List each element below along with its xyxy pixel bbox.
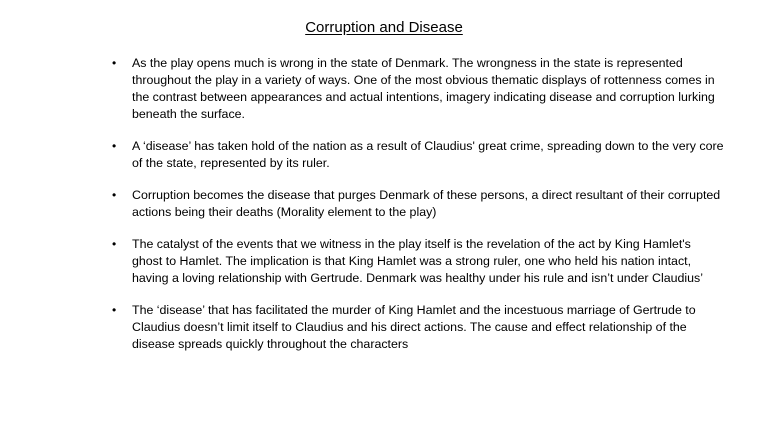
bullet-text: As the play opens much is wrong in the state of Denmark. The wrongness in the state is represented throughout the play in a variety of ways. One of the most obvious thematic displays of rottenness comes in the contrast between appearances and actual intentions, imagery indicating disease and corruption lurking beneath the surface.	[132, 56, 715, 121]
bullet-item	[112, 55, 724, 123]
bullet-list	[112, 55, 724, 368]
bullet-text: The catalyst of the events that we witness in the play itself is the revelation of the act by King Hamlet's ghost to Hamlet. The implication is that King Hamlet was a strong ruler, one who held his nation intact, having a loving relationship with Gertrude. Denmark was healthy under his rule and isn’t under Claudius’	[132, 237, 703, 285]
bullet-text: The ‘disease’ that has facilitated the murder of King Hamlet and the incestuous marriage of Gertrude to Claudius doesn’t limit itself to Claudius and his direct actions. The cause and effect relationship of the disease spreads quickly throughout the characters	[132, 303, 696, 351]
bullet-text: A ‘disease’ has taken hold of the nation as a result of Claudius' great crime, spreading down to the very core of the state, represented by its ruler.	[132, 139, 724, 170]
bullet-dot-icon: •	[112, 56, 117, 70]
bullet-item	[112, 187, 724, 221]
bullet-item	[112, 236, 724, 287]
bullet-dot-icon: •	[112, 303, 117, 317]
bullet-item	[112, 302, 724, 353]
slide-title: Corruption and Disease	[305, 19, 463, 36]
bullet-item	[112, 138, 724, 172]
bullet-text: Corruption becomes the disease that purges Denmark of these persons, a direct resultant of their corrupted actions being their deaths (Morality element to the play)	[132, 188, 721, 219]
bullet-dot-icon: •	[112, 188, 117, 202]
bullet-dot-icon: •	[112, 139, 117, 153]
bullet-dot-icon: •	[112, 237, 117, 251]
